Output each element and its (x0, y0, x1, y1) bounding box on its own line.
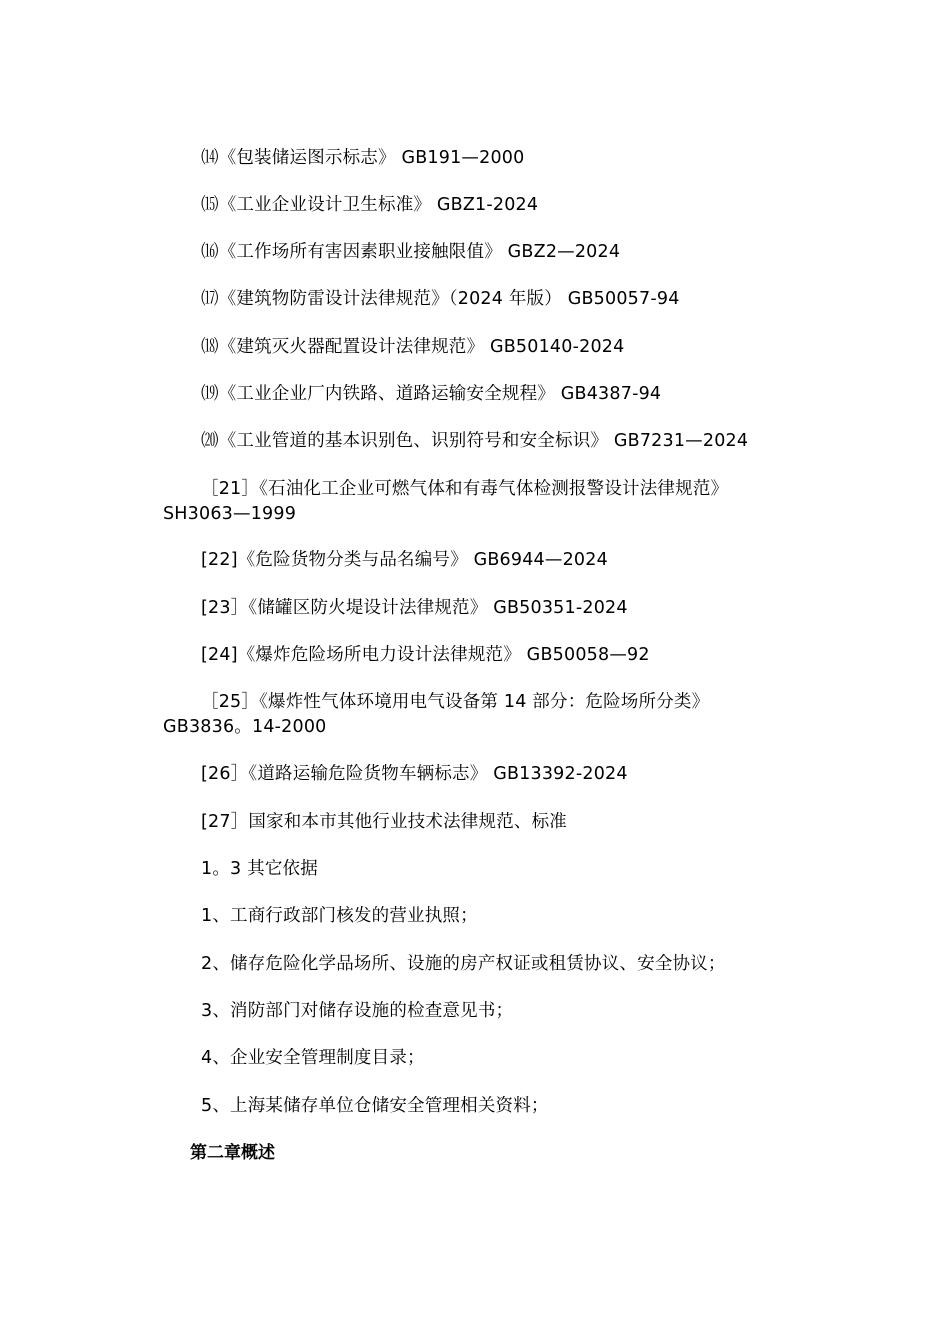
reference-25-line2: GB3836。14-2000 (163, 717, 327, 737)
chapter-heading: 第二章概述 (190, 1143, 275, 1163)
reference-24: [24]《爆炸危险场所电力设计法律规范》 GB50058—92 (201, 645, 650, 665)
reference-27: [27］国家和本市其他行业技术法律规范、标准 (201, 812, 567, 832)
other-basis-item: 1、工商行政部门核发的营业执照； (201, 906, 478, 926)
other-basis-item: 2、储存危险化学品场所、设施的房产权证或租赁协议、安全协议； (201, 954, 726, 974)
reference-26: [26］《道路运输危险货物车辆标志》 GB13392-2024 (201, 764, 628, 784)
section-title: 1。3 其它依据 (201, 859, 318, 879)
reference-25-line1: ［25］《爆炸性气体环境用电气设备第 14 部分：危险场所分类》 (201, 692, 710, 712)
other-basis-item: 4、企业安全管理制度目录； (201, 1048, 425, 1068)
reference-18: ⒅《建筑灭火器配置设计法律规范》 GB50140-2024 (201, 337, 625, 357)
reference-16: ⒃《工作场所有害因素职业接触限值》 GBZ2—2024 (201, 242, 621, 262)
reference-14: ⒁《包装储运图示标志》 GB191—2000 (201, 148, 525, 168)
reference-21-line2: SH3063—1999 (163, 504, 297, 524)
reference-15: ⒂《工业企业设计卫生标准》 GBZ1-2024 (201, 195, 539, 215)
reference-23: [23］《储罐区防火堤设计法律规范》 GB50351-2024 (201, 598, 628, 618)
reference-21-line1: ［21］《石油化工企业可燃气体和有毒气体检测报警设计法律规范》 (201, 479, 729, 499)
reference-17: ⒄《建筑物防雷设计法律规范》（2024 年版） GB50057-94 (201, 289, 680, 309)
other-basis-item: 3、消防部门对储存设施的检查意见书； (201, 1001, 514, 1021)
reference-20: ⒇《工业管道的基本识别色、识别符号和安全标识》 GB7231—2024 (201, 431, 749, 451)
other-basis-item: 5、上海某储存单位仓储安全管理相关资料； (201, 1096, 549, 1116)
reference-22: [22]《危险货物分类与品名编号》 GB6944—2024 (201, 550, 608, 570)
reference-19: ⒆《工业企业厂内铁路、道路运输安全规程》 GB4387-94 (201, 384, 662, 404)
